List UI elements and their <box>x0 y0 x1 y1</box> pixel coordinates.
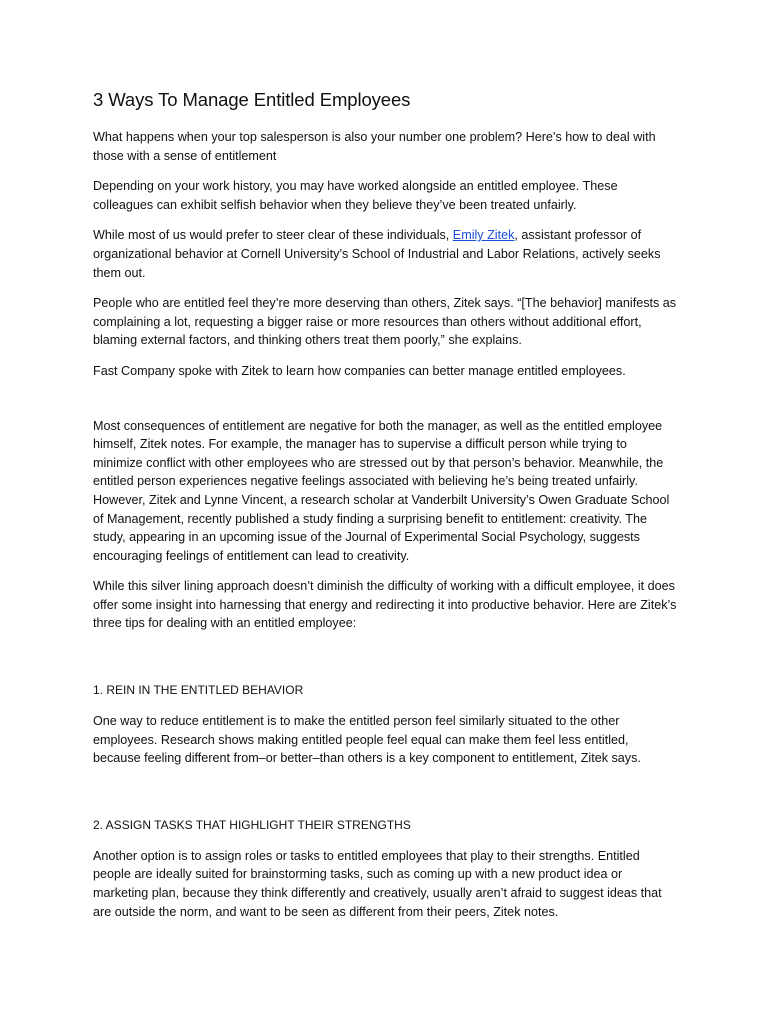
document-page <box>93 88 678 933</box>
paragraph-zitek-intro <box>93 226 678 282</box>
intro-paragraph: What happens when your top salesperson is also your number one problem? Here’s how to deal with those with a sense of entitlement <box>93 130 656 163</box>
section-heading-2: 2. ASSIGN TASKS THAT HIGHLIGHT THEIR STRENGTHS <box>93 817 411 832</box>
paragraph-entitled-definition: People who are entitled feel they’re more deserving than others, Zitek says. “[The behavior] manifests as complaining a lot, requesting a bigger raise or more resources than others without additional effort, blaming external factors, and thinking others treat them poorly,” she explains. <box>93 296 677 348</box>
spacer <box>93 393 678 417</box>
section-body-2: Another option is to assign roles or tasks to entitled employees that play to their strengths. Entitled people are ideally suited for brainstorming tasks, such as coming up with a new product idea or marketing plan, because they think differently and creatively, usually aren’t afraid to suggest ideas that are outside the norm, and want to be seen as different from their peers, Zitek notes. <box>93 848 662 919</box>
paragraph-fast-company: Fast Company spoke with Zitek to learn how companies can better manage entitled employees. <box>93 363 626 378</box>
paragraph-text: , assistant professor of organizational behavior at Cornell University’s School of Industrial and Labor Relations, actively seeks them out. <box>93 228 661 280</box>
paragraph-work-history: Depending on your work history, you may have worked alongside an entitled employee. These colleagues can exhibit selfish behavior when they believe they’ve been treated unfairly. <box>93 179 618 212</box>
spacer <box>93 645 678 681</box>
section-heading-1: 1. REIN IN THE ENTITLED BEHAVIOR <box>93 683 304 698</box>
document-title: 3 Ways To Manage Entitled Employees <box>93 89 411 110</box>
section-body-1: One way to reduce entitlement is to make the entitled person feel similarly situated to the other employees. Research shows making entitled people feel equal can make them feel less entitled, because feeling different from–or better–than others is a key component to entitlement, Zitek says. <box>93 714 641 766</box>
paragraph-text: While most of us would prefer to steer clear of these individuals, <box>93 228 453 243</box>
paragraph-consequences: Most consequences of entitlement are negative for both the manager, as well as the entitled employee himself, Zitek notes. For example, the manager has to supervise a difficult person while trying to minimize conflict with other employees who are stressed out by that person’s behavior. Meanwhile, the entitled person experiences negative feelings associated with believing he’s being treated unfairly. However, Zitek and Lynne Vincent, a research scholar at Vanderbilt University’s Owen Graduate School of Management, recently published a study finding a surprising benefit to entitlement: creativity. The study, appearing in an upcoming issue of the Journal of Experimental Social Psychology, suggests encouraging feelings of entitlement can lead to creativity. <box>93 418 670 563</box>
spacer <box>93 780 678 816</box>
paragraph-silver-lining: While this silver lining approach doesn’t diminish the difficulty of working with a difficult employee, it does offer some insight into harnessing that energy and redirecting it into productive behavior. Here are Zitek’s three tips for dealing with an entitled employee: <box>93 579 677 631</box>
emily-zitek-link[interactable]: Emily Zitek <box>452 228 515 243</box>
